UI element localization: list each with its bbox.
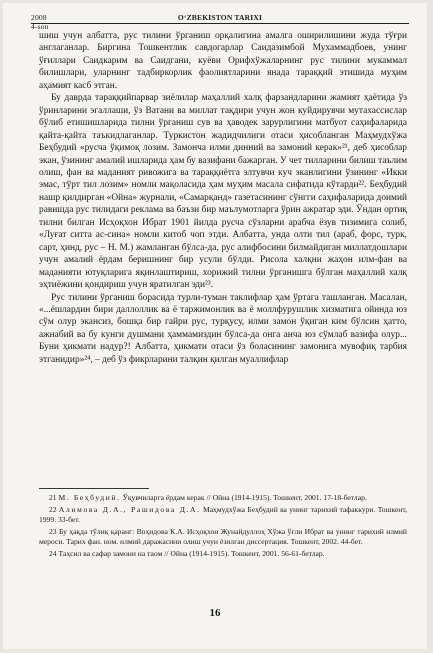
footnote-number: 22 <box>49 504 57 514</box>
header-rule <box>31 23 409 24</box>
page-number: 16 <box>209 607 221 619</box>
footnote-24 <box>39 549 407 560</box>
paragraph-1: шиш учун албатта, рус тилини ўрганиш орқалигина амалга оширилишини жуда тўғри англаганлар. Биргина Тошкентлик савдогарлар Саидазимбой Мухаммадбоев, унинг ўғиллари Саидкарим ва Саидгани, куёви Орифхўжаларнинг рус тилини мукаммал билишлари, уларнинг тадбиркорлик фаолиятларини янада тараққий этишида муҳим аҳамият касб этган. <box>39 31 407 91</box>
footnote-22 <box>39 505 407 526</box>
footnote-rule <box>39 488 149 489</box>
footnote-author: М. Беҳбудий. <box>58 493 121 502</box>
header-journal-title: O‘ZBEKISTON TARIXI <box>177 13 263 22</box>
footnotes <box>39 493 407 561</box>
paragraph-2: Бу даврда тараққийпарвар зиёлилар маҳаллий халқ фарзандларини жамият ҳаётида ўз ўринларини эгаллаши, ўз Ватани ва миллат тақдири учун жон куйдирувчи мутахассислар бўлиб етишишларида тилни ўрганиш сув ва ҳаводек зарурлигини матбуот саҳифаларида қайта-қайта таъкидлаганлар. Туркистон жадидчилиги отаси ҳисобланган Маҳмудхўжа Беҳбудий «русча ўқимоқ лозим. Замонча илми динний ва замоний керак»²¹, деб ҳисоблар экан, ўзининг амалий ишларида ҳам бу вазифани бажарган. У чет тилларини билиш таълим олиш, фан ва маданият ривожига ва тараққиётга элтувчи куч эканлигини ўзининг «Икки эмас, тўрт тил лозим» номли мақоласида ҳам муҳим масала сифатида кўтарди²². Беҳбудий нашр қилдирган «Ойна» журнали, «Самарқанд» газетасининг сўнгги саҳифаларида доимий равишда рус тилидаги реклама ва баъзи бир маълумотларга ўрин ажратар эди. Ўндан ортиқ тилни билган Исҳоқхон Ибрат 1901 йилда русча сўзларни арабча ёзув тизимига солиб, «Луғат ситта ас-сина» номли китоб чоп этди. Албатта, унда олти тил (араб, форс, турк, сарт, ҳинд, рус – Н. М.) жамланган бўлса-да, рус алифбосини билмайдиган миллатдошлари учун амалий ёрдам беришнинг бир усули бўлди. Рисола халқни жаҳон илм-фан ва маданияти ютуқларига яқинлаштириш, хорижий тилни ўрганишга бўлган маҳаллий халқ эҳтиёжини қондириш учун яратилган эди²³. <box>39 93 407 291</box>
footnote-text: Бу ҳақда тўлиқ қаранг: Воҳидова К.А. Исҳоқхон Жунайдуллоҳ Хўжа ўғли Ибрат ва унинг тарихий илмий мероси. Тарих фан. ном. илмий даражасини олиш учун ёзилган диссертация. Тошкент, 2002. 44-бет. <box>39 526 407 547</box>
footnote-text: Маҳмудхўжа Беҳбудий ва унинг тарихий тафаккури. Тошкент, 1999. 33-бет. <box>39 504 407 525</box>
footnote-number: 24 <box>49 548 57 558</box>
footnote-number: 21 <box>49 493 57 502</box>
paragraph-3: Рус тилини ўрганиш борасида турли-туман таклифлар ҳам ўртага ташланган. Масалан, «...ёшлардин бири даллоллик ва ё таржимонлик ва ё моллфурушлик хизматига ойинда юз сўм олур экансиз, бошқа бир гайри рус, турқусу, илми замон ўқиган ким бўлсин ҳатто, ажнабий ва бу кунги душмани ҳаммамиздин бўлса-да онга анча юз сўмлаб вазифа олур... Буни ҳикмати надур?! Албатта, ҳикмати отаси ўз боласининг замонига мувофиқ тарбия этганидир»²⁴, – деб ўз фикрларини талқин қилган муаллифлар <box>39 292 407 365</box>
footnote-text: Таҳсил ва сафар замони на таом // Ойна (1914-1915). Тошкент, 2001. 56-61-бетлар. <box>58 548 325 558</box>
footnote-author: Алимова Д.А., Рашидова Д.А. <box>58 504 201 514</box>
main-text <box>39 30 407 366</box>
footnote-text: Ўқувчиларга ёрдам керак // Ойна (1914-1915). Тошкент, 2001. 17-18-бетлар. <box>120 493 367 502</box>
document-page <box>3 3 427 649</box>
footnote-23 <box>39 527 407 548</box>
footnote-21 <box>39 493 407 504</box>
header-issue: 4-son <box>31 22 49 31</box>
header-year: 2008 <box>31 13 47 22</box>
footnote-number: 23 <box>49 526 57 536</box>
